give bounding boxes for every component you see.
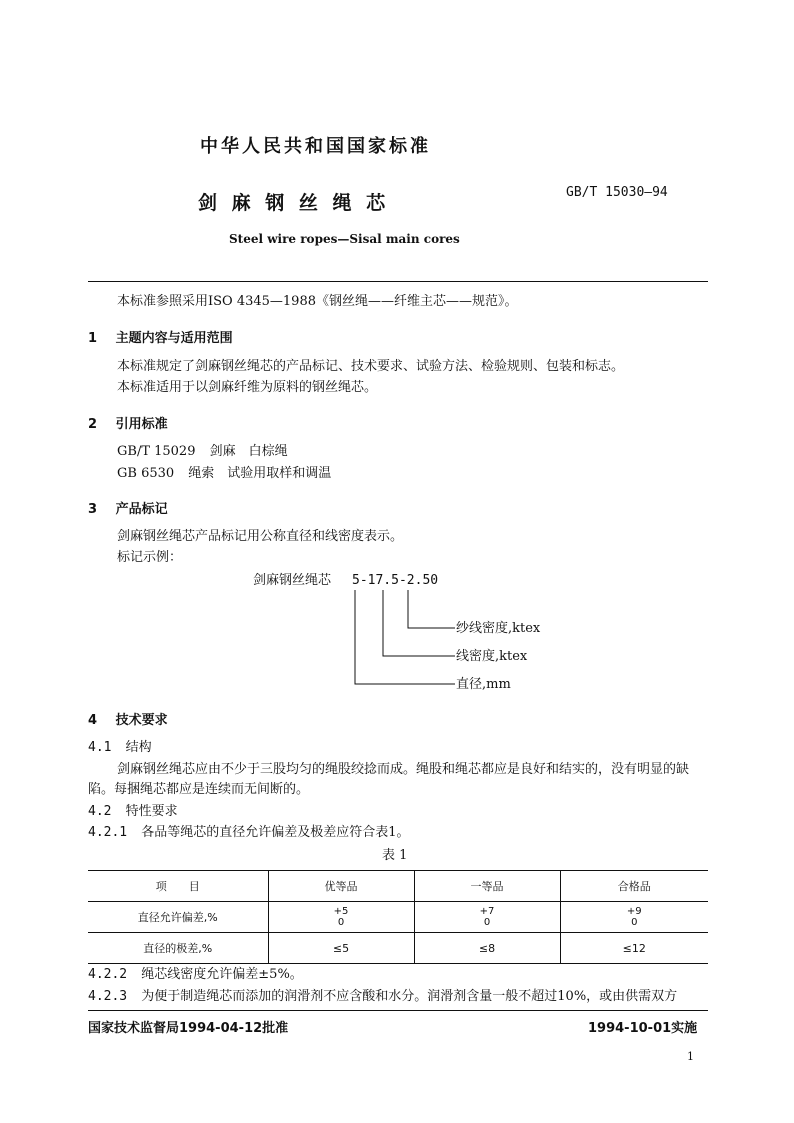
clause-number: 4.2.1 [88,825,128,840]
implementation-date: 1994-10-01实施 [588,1021,698,1036]
clause-number: 4.2.3 [88,989,128,1004]
clause-number: 4.2.2 [88,967,128,982]
section-3-paragraph: 剑麻钢丝绳芯产品标记用公称直径和线密度表示。 [117,529,404,544]
subsection-4-1-heading [88,739,152,757]
clause-4-2-2 [88,966,303,984]
leader-line-density [383,590,455,656]
table-cell: ≤8 [414,933,560,964]
section-1-paragraph: 本标准规定了剑麻钢丝绳芯的产品标记、技术要求、试验方法、检验规则、包装和标志。 [117,359,625,374]
tolerance-table [88,870,708,964]
header-item: 项 目 [88,871,268,902]
reference-name: 绳索 试验用取样和调温 [188,466,332,481]
table-cell [414,902,560,933]
table-cell [560,902,708,933]
subsection-number: 4.2 [88,804,112,819]
clause-text: 各品等绳芯的直径允许偏差及极差应符合表1。 [141,825,410,840]
clause-4-2-1 [88,824,410,842]
clause-text: 为便于制造绳芯而添加的润滑剂不应含酸和水分。润滑剂含量一般不超过10%，或由供需双方 [141,989,678,1004]
page-number: 1 [687,1050,694,1063]
table-cell: ≤12 [560,933,708,964]
header-qualified: 合格品 [560,871,708,902]
section-title: 主题内容与适用范围 [115,331,233,346]
tolerance-upper: +7 [479,906,495,917]
leader-line-diameter [355,590,455,684]
standard-code: GB/T 15030—94 [566,185,668,200]
table-header-row [88,871,708,902]
reference-name: 剑麻 白棕绳 [209,444,288,459]
reference-code: GB 6530 [117,466,175,481]
document-title-cn: 剑 麻 钢 丝 绳 芯 [198,192,390,214]
subsection-4-2-heading [88,803,178,821]
subsection-title: 特性要求 [125,804,178,819]
tolerance-lower: 0 [631,917,638,928]
row-label: 直径的极差,% [88,933,268,964]
table-caption: 表 1 [382,848,408,863]
reference-item [117,465,331,483]
section-number: 2 [88,417,98,432]
table-cell [268,902,414,933]
section-number: 4 [88,713,98,728]
section-title: 技术要求 [115,713,168,728]
national-standard-heading: 中华人民共和国国家标准 [200,136,431,157]
tolerance-lower: 0 [483,917,491,928]
section-title: 引用标准 [115,417,168,432]
section-4-heading [88,709,168,728]
section-2-heading [88,413,168,432]
section-1-heading [88,327,233,346]
subsection-title: 结构 [125,740,152,755]
section-1-paragraph: 本标准适用于以剑麻纤维为原料的钢丝绳芯。 [117,380,378,395]
intro-text: 本标准参照采用ISO 4345—1988《钢丝绳——纤维主芯——规范》。 [117,294,518,309]
header-rule [88,281,708,282]
leader-line-yarn-density [408,590,455,628]
row-label: 直径允许偏差,% [88,902,268,933]
section-3-heading [88,498,168,517]
reference-item [117,443,288,461]
clause-text: 绳芯线密度允许偏差±5%。 [141,967,303,982]
label-linear-density: 线密度,ktex [456,649,528,664]
section-number: 1 [88,331,98,346]
header-first-class: 一等品 [414,871,560,902]
reference-code: GB/T 15029 [117,444,196,459]
section-3-paragraph: 标记示例： [117,550,183,565]
section-title: 产品标记 [115,502,168,517]
label-yarn-density: 纱线密度,ktex [456,621,541,636]
example-product-name: 剑麻钢丝绳芯 [253,573,332,588]
label-diameter: 直径,mm [456,677,511,692]
table-row [88,902,708,933]
table-cell: ≤5 [268,933,414,964]
structure-paragraph: 剑麻钢丝绳芯应由不少于三股均匀的绳股绞捻而成。绳股和绳芯都应是良好和结实的，没有明显的缺陷。每捆绳芯都应是连续而无间断的。 [88,762,690,797]
tolerance-upper: +5 [333,906,349,917]
approval-line: 国家技术监督局1994-04-12批准 [88,1021,289,1036]
section-number: 3 [88,502,98,517]
example-code: 5-17.5-2.50 [352,573,439,588]
tolerance-upper: +9 [626,906,642,917]
footer-rule [88,1010,708,1011]
header-premium: 优等品 [268,871,414,902]
tolerance-lower: 0 [337,917,345,928]
subsection-number: 4.1 [88,740,112,755]
table-row [88,933,708,964]
document-title-en: Steel wire ropes—Sisal main cores [229,232,460,246]
clause-4-2-3 [88,988,677,1006]
